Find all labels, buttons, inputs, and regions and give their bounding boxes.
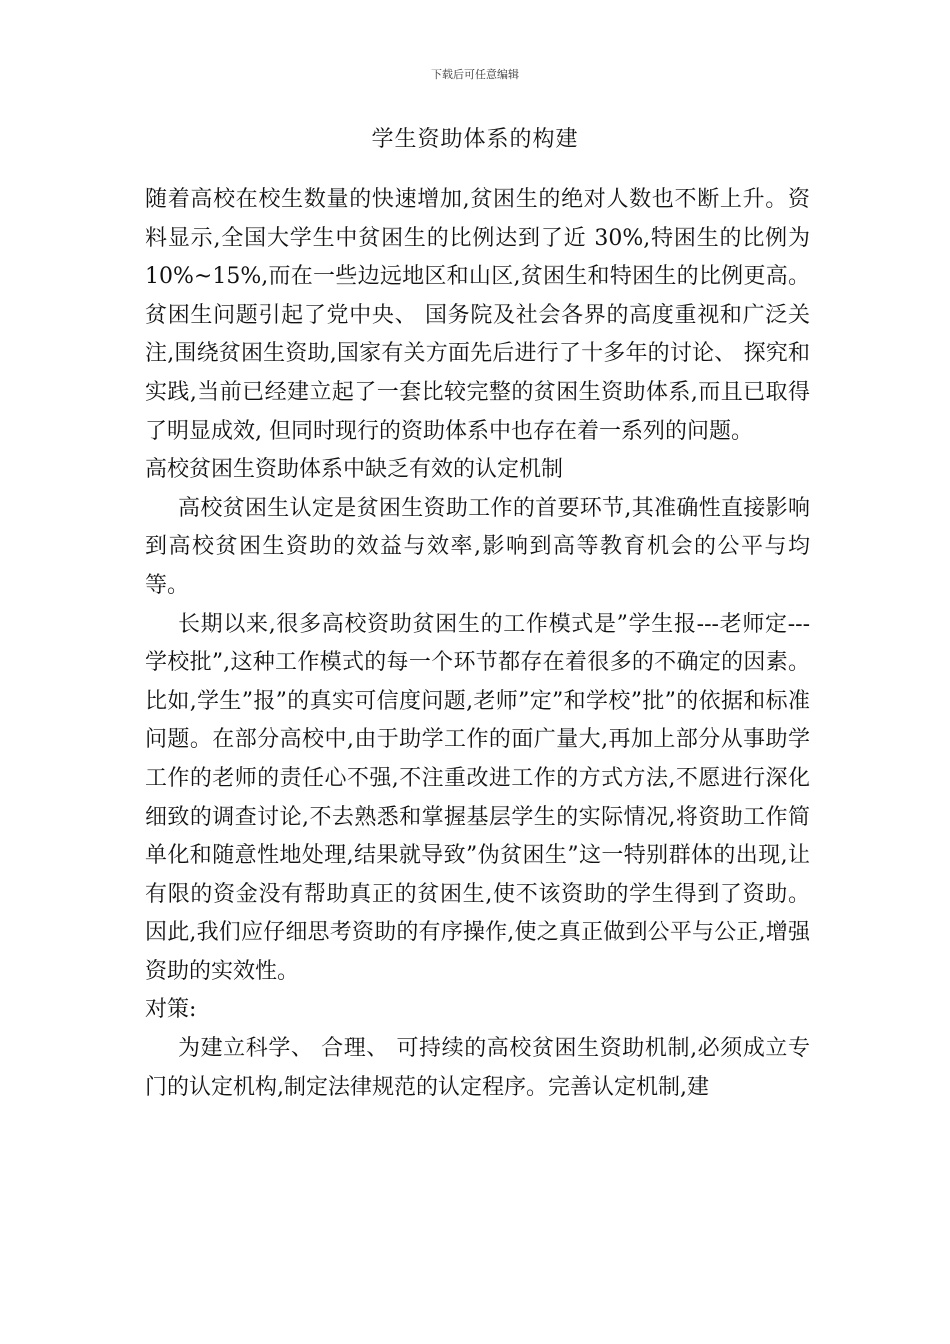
body-paragraph: 高校贫困生认定是贫困生资助工作的首要环节,其准确性直接影响到高校贫困生资助的效益与效率,影响到高等教育机会的公平与均等。 — [145, 495, 810, 598]
body-paragraph: 为建立科学、 合理、 可持续的高校贫困生资助机制,必须成立专门的认定机构,制定法律规范的认定程序。完善认定机制,建 — [145, 1036, 810, 1100]
document-title: 学生资助体系的构建 — [371, 127, 579, 152]
section-heading: 高校贫困生资助体系中缺乏有效的认定机制 — [145, 457, 564, 483]
header-note: 下载后可任意编辑 — [431, 68, 519, 81]
subheading: 对策: — [145, 997, 197, 1023]
document-body — [145, 181, 810, 1107]
body-paragraph: 长期以来,很多高校资助贫困生的工作模式是”学生报---老师定---学校批”,这种工作模式的每一个环节都存在着很多的不确定的因素。比如,学生”报”的真实可信度问题,老师”定”和学校”批”的依据和标准问题。在部分高校中,由于助学工作的面广量大,再加上部分从事助学工作的老师的责任心不强,不注重改进工作的方式方法,不愿进行深化细致的调查讨论,不去熟悉和掌握基层学生的实际情况,将资助工作简单化和随意性地处理,结果就导致”伪贫困生”这一特别群体的出现,让有限的资金没有帮助真正的贫困生,使不该资助的学生得到了资助。因此,我们应仔细思考资助的有序操作,使之真正做到公平与公正,增强资助的实效性。 — [145, 611, 810, 984]
intro-paragraph: 随着高校在校生数量的快速增加,贫困生的绝对人数也不断上升。资料显示,全国大学生中贫困生的比例达到了近 30%,特困生的比例为 10%~15%,而在一些边远地区和山区,贫困生和特困生的比例更高。贫困生问题引起了党中央、 国务院及社会各界的高度重视和广泛关注,围绕贫困生资助,国家有关方面先后进行了十多年的讨论、 探究和实践,当前已经建立起了一套比较完整的贫困生资助体系,而且已取得了明显成效, 但同时现行的资助体系中也存在着一系列的问题。 — [145, 187, 810, 444]
